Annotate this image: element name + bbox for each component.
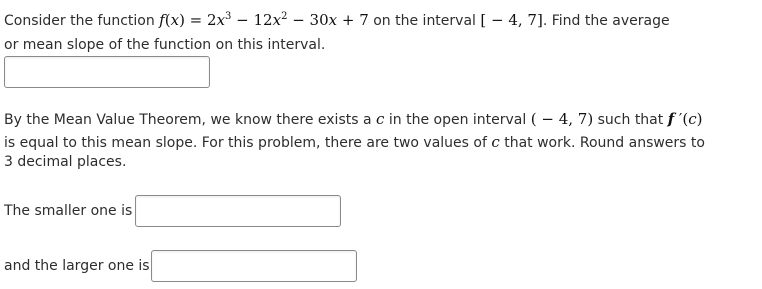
mvt-line-3: 3 decimal places. xyxy=(4,154,127,170)
derivative-expression: f ′(c) xyxy=(667,110,703,128)
variable-c: c xyxy=(376,110,385,128)
interval-prefix: on the interval xyxy=(373,13,476,29)
mvt-text-c: such that xyxy=(597,112,664,128)
mvt-text-b: in the open interval xyxy=(388,112,527,128)
larger-c-input[interactable] xyxy=(151,250,357,282)
problem-statement-line-1 xyxy=(4,10,670,31)
mvt-text-d: is equal to this mean slope. For this problem, there are two values of xyxy=(4,135,487,151)
mvt-text-a: By the Mean Value Theorem, we know there exists a xyxy=(4,112,372,128)
open-interval: ( − 4, 7) xyxy=(530,110,594,128)
intro-prefix: Consider the function xyxy=(4,13,155,29)
mvt-text-e: that work. Round answers to xyxy=(504,135,705,151)
problem-statement-line-2: or mean slope of the function on this interval. xyxy=(4,37,326,53)
variable-c: c xyxy=(491,133,500,151)
mean-slope-input[interactable] xyxy=(4,56,210,88)
larger-label: and the larger one is xyxy=(4,258,150,274)
mvt-line-1 xyxy=(4,109,702,130)
function-expression: $f(x) = 2x^3 - 12x^2 - 30x + 7$ xyxy=(159,11,369,29)
intro-suffix: . Find the average xyxy=(542,13,670,29)
closed-interval: [ − 4, 7] xyxy=(480,11,543,29)
smaller-c-input[interactable] xyxy=(135,195,341,227)
smaller-label: The smaller one is xyxy=(4,203,133,219)
mvt-line-2 xyxy=(4,132,705,153)
